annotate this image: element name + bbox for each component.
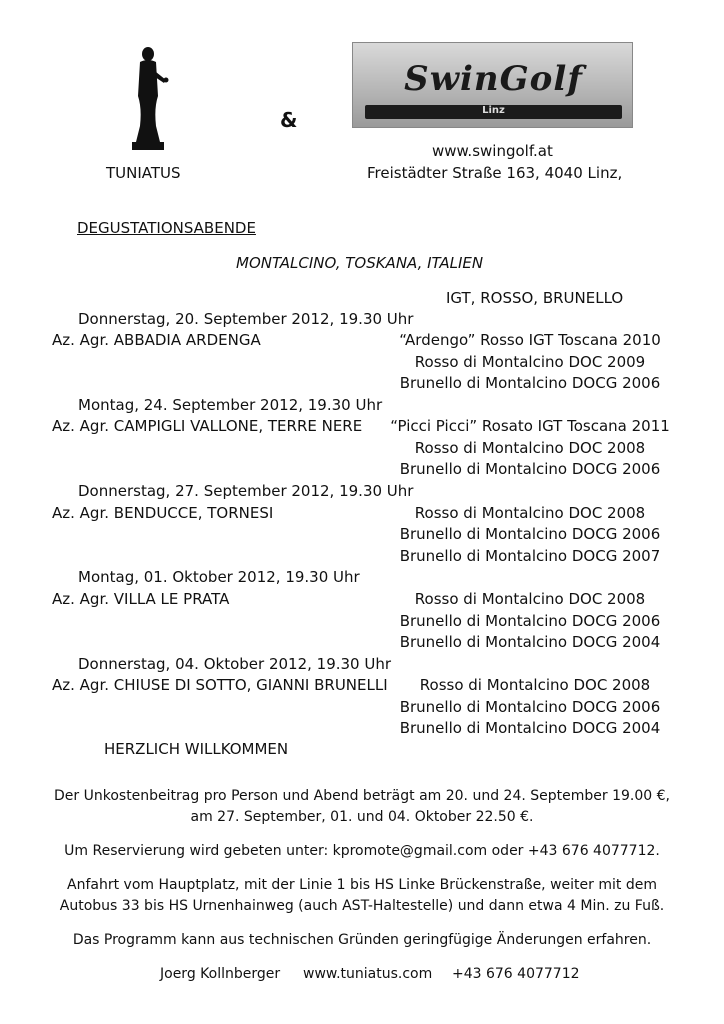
event-wine: Brunello di Montalcino DOCG 2007 bbox=[399, 547, 661, 565]
event-wine: “Picci Picci” Rosato IGT Toscana 2011 bbox=[390, 417, 670, 435]
event-wine: Brunello di Montalcino DOCG 2004 bbox=[399, 719, 661, 737]
event-date: Donnerstag, 20. September 2012, 19.30 Uhr bbox=[78, 310, 414, 328]
tuniatus-brand: TUNIATUS bbox=[106, 164, 181, 182]
event-wine: Brunello di Montalcino DOCG 2006 bbox=[399, 374, 661, 392]
event-wine: Brunello di Montalcino DOCG 2006 bbox=[399, 460, 661, 478]
event-winery: Az. Agr. CHIUSE DI SOTTO, GIANNI BRUNELLI bbox=[52, 676, 388, 694]
event-winery: Az. Agr. VILLA LE PRATA bbox=[52, 590, 230, 608]
footer-website[interactable]: www.tuniatus.com bbox=[303, 966, 433, 982]
event-winery: Az. Agr. ABBADIA ARDENGA bbox=[52, 331, 261, 349]
ampersand: & bbox=[280, 108, 298, 132]
footer-name: Joerg Kollnberger bbox=[160, 966, 281, 982]
footer-phone: +43 676 4077712 bbox=[452, 966, 580, 982]
event-wine: Brunello di Montalcino DOCG 2006 bbox=[399, 525, 661, 543]
event-wine: Brunello di Montalcino DOCG 2004 bbox=[399, 633, 661, 651]
event-wine: Rosso di Montalcino DOC 2008 bbox=[414, 504, 646, 522]
reservation-info: Um Reservierung wird gebeten unter: kpromote@gmail.com oder +43 676 4077712. bbox=[64, 843, 660, 859]
directions-info: Anfahrt vom Hauptplatz, mit der Linie 1 bis HS Linke Brückenstraße, weiter mit dem bbox=[67, 877, 657, 893]
event-wine: Rosso di Montalcino DOC 2008 bbox=[414, 590, 646, 608]
event-wine: Rosso di Montalcino DOC 2008 bbox=[419, 676, 651, 694]
logo-text: SwinGolf bbox=[404, 59, 583, 99]
wine-column-header: IGT, ROSSO, BRUNELLO bbox=[446, 289, 624, 307]
event-wine: Rosso di Montalcino DOC 2008 bbox=[414, 439, 646, 457]
region-subtitle: MONTALCINO, TOSKANA, ITALIEN bbox=[236, 254, 484, 272]
event-date: Montag, 24. September 2012, 19.30 Uhr bbox=[78, 396, 383, 414]
event-wine: “Ardengo” Rosso IGT Toscana 2010 bbox=[399, 331, 661, 349]
event-wine: Rosso di Montalcino DOC 2009 bbox=[414, 353, 646, 371]
cost-info-2: am 27. September, 01. und 04. Oktober 22.50 €. bbox=[190, 809, 534, 825]
disclaimer: Das Programm kann aus technischen Gründen geringfügige Änderungen erfahren. bbox=[72, 932, 652, 948]
welcome-text: HERZLICH WILLKOMMEN bbox=[104, 740, 289, 758]
swingolf-address: Freistädter Straße 163, 4040 Linz, bbox=[367, 164, 623, 182]
swingolf-website[interactable]: www.swingolf.at bbox=[432, 142, 553, 160]
swingolf-logo bbox=[352, 42, 633, 128]
event-winery: Az. Agr. CAMPIGLI VALLONE, TERRE NERE bbox=[52, 417, 363, 435]
tuniatus-figure-logo bbox=[126, 46, 170, 152]
event-date: Montag, 01. Oktober 2012, 19.30 Uhr bbox=[78, 568, 360, 586]
cost-info: Der Unkostenbeitrag pro Person und Abend beträgt am 20. und 24. September 19.00 €, bbox=[54, 788, 670, 804]
event-date: Donnerstag, 27. September 2012, 19.30 Uhr bbox=[78, 482, 414, 500]
page-title: DEGUSTATIONSABENDE bbox=[77, 219, 256, 237]
event-wine: Brunello di Montalcino DOCG 2006 bbox=[399, 698, 661, 716]
event-winery: Az. Agr. BENDUCCE, TORNESI bbox=[52, 504, 274, 522]
event-wine: Brunello di Montalcino DOCG 2006 bbox=[399, 612, 661, 630]
logo-subtext: Linz bbox=[482, 105, 505, 116]
event-date: Donnerstag, 04. Oktober 2012, 19.30 Uhr bbox=[78, 655, 392, 673]
directions-info-2: Autobus 33 bis HS Urnenhainweg (auch AST-Haltestelle) und dann etwa 4 Min. zu Fuß. bbox=[59, 898, 665, 914]
